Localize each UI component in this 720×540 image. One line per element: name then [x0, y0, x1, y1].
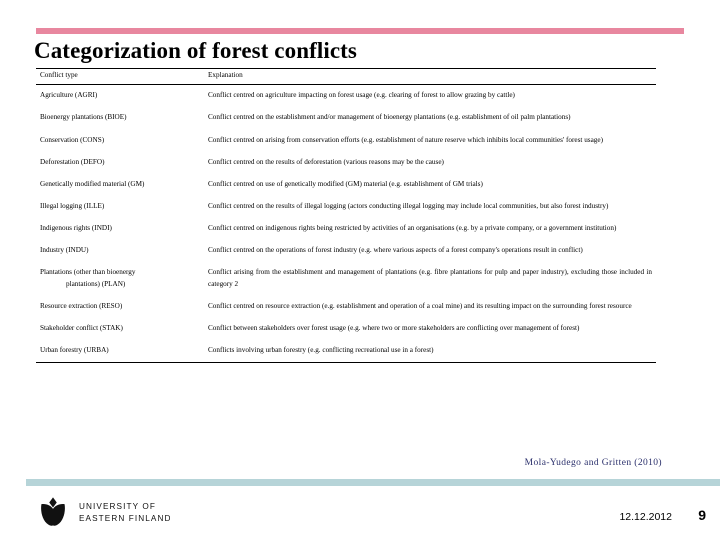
table-row [36, 129, 656, 151]
cell-conflict-type: Resource extraction (RESO) [40, 301, 123, 310]
top-accent-bar [36, 28, 684, 34]
footer-date: 12.12.2012 [619, 511, 672, 523]
table-row [36, 196, 656, 218]
uef-logo-icon [36, 496, 70, 530]
table-row [36, 240, 656, 262]
cell-explanation: Conflict centred on the operations of forest industry (e.g. where various aspects of a forest company's operations result in conflict) [208, 246, 583, 255]
cell-explanation: Conflict centred on the establishment and/or management of bioenergy plantations (e.g. establishment of oil palm plantations) [208, 113, 571, 122]
table-body [36, 84, 656, 362]
cell-conflict-type: Bioenergy plantations (BIOE) [40, 113, 127, 122]
cell-conflict-type: Genetically modified material (GM) [40, 179, 145, 188]
column-header-explanation: Explanation [204, 69, 656, 85]
cell-conflict-type-continued: plantations) (PLAN) [66, 279, 126, 288]
cell-explanation: Conflict centred on the results of deforestation (various reasons may be the cause) [208, 157, 444, 166]
table-header [36, 69, 656, 85]
cell-explanation: Conflict centred on resource extraction (e.g. establishment and operation of a coal mine) and its resulting impact on the surrounding forest resource [208, 301, 632, 310]
cell-explanation: Conflict arising from the establishment and management of plantations (e.g. fibre plantations for pulp and paper industry), excluding those included in category 2 [208, 268, 652, 288]
cell-explanation: Conflicts involving urban forestry (e.g. conflicting recreational use in a forest) [204, 340, 656, 363]
cell-conflict-type: Conservation (CONS) [40, 135, 105, 144]
cell-conflict-type: Deforestation (DEFO) [40, 157, 105, 166]
cell-conflict-type: Stakeholder conflict (STAK) [40, 323, 123, 332]
cell-conflict-type: Agriculture (AGRI) [40, 91, 98, 100]
slide-footer [0, 486, 720, 540]
cell-explanation: Conflict centred on indigenous rights being restricted by activities of an organisations (e.g. by a private company, or a government institution) [208, 224, 617, 233]
cell-conflict-type: Indigenous rights (INDI) [40, 224, 112, 233]
cell-explanation: Conflict centred on arising from conservation efforts (e.g. establishment of nature reserve which inhibits local communities' forest usage) [208, 135, 603, 144]
conflict-table-container [36, 68, 656, 363]
table-row [36, 340, 656, 363]
table-row [36, 84, 656, 107]
university-logo-text [79, 501, 171, 524]
column-header-conflict-type: Conflict type [36, 69, 204, 85]
cell-explanation: Conflict centred on agriculture impacting on forest usage (e.g. clearing of forest to allow grazing by cattle) [208, 91, 515, 100]
table-row [36, 107, 656, 129]
cell-conflict-type: Urban forestry (URBA) [36, 340, 204, 363]
page-title: Categorization of forest conflicts [34, 38, 357, 63]
cell-explanation: Conflict between stakeholders over forest usage (e.g. where two or more stakeholders are conflicting over management of forest) [208, 323, 580, 332]
bottom-accent-band [26, 479, 720, 486]
table-row [36, 317, 656, 339]
logo-line-1: UNIVERSITY OF [79, 502, 156, 512]
cell-explanation: Conflict centred on use of genetically modified (GM) material (e.g. establishment of GM trials) [208, 179, 483, 188]
cell-conflict-type: Industry (INDU) [40, 246, 89, 255]
source-citation: Mola-Yudego and Gritten (2010) [524, 458, 662, 468]
cell-conflict-type: Illegal logging (ILLE) [40, 202, 105, 210]
logo-line-2: EASTERN FINLAND [79, 514, 172, 523]
footer-page-number: 9 [698, 507, 706, 523]
table-row [36, 295, 656, 317]
table-row [36, 173, 656, 195]
table-row [36, 151, 656, 173]
conflict-categorization-table [36, 68, 656, 363]
table-row [36, 262, 656, 295]
cell-explanation: Conflict centred on the results of illegal logging (actors conducting illegal logging may include local communities, but also forest industry) [208, 202, 609, 210]
table-row [36, 218, 656, 240]
university-logo [36, 496, 171, 530]
cell-conflict-type: Plantations (other than bioenergy plantations) (PLAN) [36, 262, 204, 295]
table-header-row [36, 69, 656, 85]
